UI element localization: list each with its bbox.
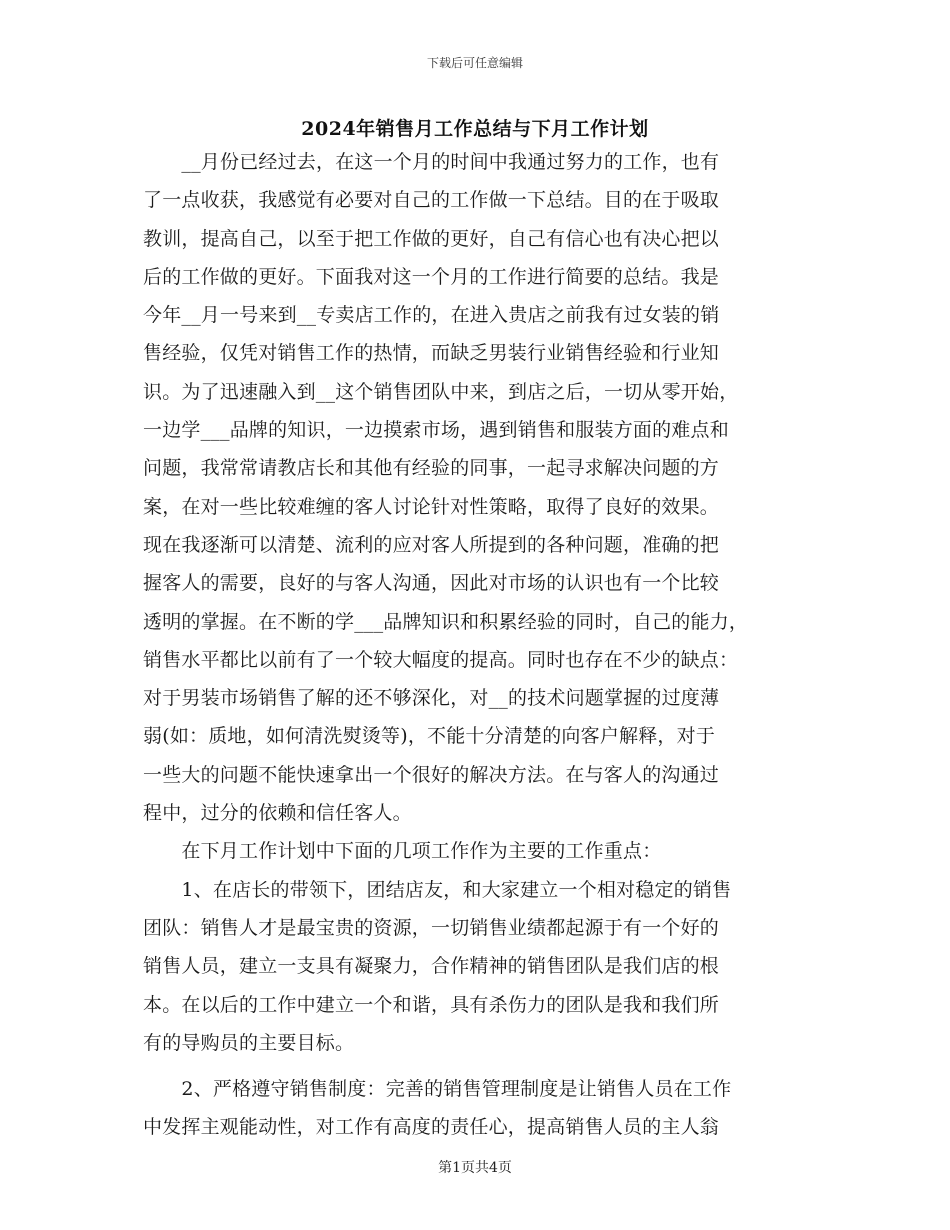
body-line: 售经验，仅凭对销售工作的热情，而缺乏男装行业销售经验和行业知 bbox=[143, 342, 720, 365]
body-line: 在下月工作计划中下面的几项工作作为主要的工作重点： bbox=[143, 840, 662, 863]
body-line: 程中，过分的依赖和信任客人。 bbox=[143, 802, 412, 825]
document-body bbox=[143, 143, 808, 1147]
body-line: 团队：销售人才是最宝贵的资源，一切销售业绩都起源于有一个好的 bbox=[143, 916, 720, 939]
body-line: 今年__月一号来到__专卖店工作的，在进入贵店之前我有过女装的销 bbox=[143, 304, 720, 327]
body-line: 1、在店长的带领下，团结店友，和大家建立一个相对稳定的销售 bbox=[143, 878, 732, 901]
body-line: 问题，我常常请教店长和其他有经验的同事，一起寻求解决问题的方 bbox=[143, 457, 720, 480]
header-note: 下载后可任意编辑 bbox=[426, 56, 523, 70]
body-line: 销售水平都比以前有了一个较大幅度的提高。同时也存在不少的缺点： bbox=[143, 648, 739, 671]
body-line: 教训，提高自己，以至于把工作做的更好，自己有信心也有决心把以 bbox=[143, 227, 720, 250]
body-line: 识。为了迅速融入到__这个销售团队中来，到店之后，一切从零开始， bbox=[143, 380, 739, 403]
body-line: 透明的掌握。在不断的学___品牌知识和积累经验的同时，自己的能力， bbox=[143, 610, 749, 633]
page-number-footer: 第1页共4页 bbox=[438, 1160, 512, 1176]
body-line: 对于男装市场销售了解的还不够深化，对__的技术问题掌握的过度薄 bbox=[143, 687, 720, 710]
body-line: 案，在对一些比较难缠的客人讨论针对性策略，取得了良好的效果。 bbox=[143, 495, 720, 518]
body-line: 中发挥主观能动性，对工作有高度的责任心，提高销售人员的主人翁 bbox=[143, 1116, 720, 1139]
body-line: 有的导购员的主要目标。 bbox=[143, 1031, 355, 1054]
body-line: 一边学___品牌的知识，一边摸索市场，遇到销售和服装方面的难点和 bbox=[143, 419, 729, 442]
body-line: 2、严格遵守销售制度：完善的销售管理制度是让销售人员在工作 bbox=[143, 1078, 732, 1101]
body-line: 一些大的问题不能快速拿出一个很好的解决方法。在与客人的沟通过 bbox=[143, 763, 720, 786]
body-line: 弱(如：质地，如何清洗熨烫等)，不能十分清楚的向客户解释，对于 bbox=[143, 725, 716, 748]
body-line: 了一点收获，我感觉有必要对自己的工作做一下总结。目的在于吸取 bbox=[143, 189, 720, 212]
body-line: 销售人员，建立一支具有凝聚力，合作精神的销售团队是我们店的根 bbox=[143, 955, 720, 978]
body-line: 握客人的需要，良好的与客人沟通，因此对市场的认识也有一个比较 bbox=[143, 572, 720, 595]
document-title: 2024年销售月工作总结与下月工作计划 bbox=[301, 118, 649, 140]
body-line: 本。在以后的工作中建立一个和谐，具有杀伤力的团队是我和我们所 bbox=[143, 993, 720, 1016]
body-line: 现在我逐渐可以清楚、流利的应对客人所提到的各种问题，准确的把 bbox=[143, 533, 720, 556]
body-line: __月份已经过去，在这一个月的时间中我通过努力的工作，也有 bbox=[143, 151, 720, 173]
body-line: 后的工作做的更好。下面我对这一个月的工作进行简要的总结。我是 bbox=[143, 265, 720, 288]
paragraph-spacer bbox=[143, 1062, 808, 1070]
